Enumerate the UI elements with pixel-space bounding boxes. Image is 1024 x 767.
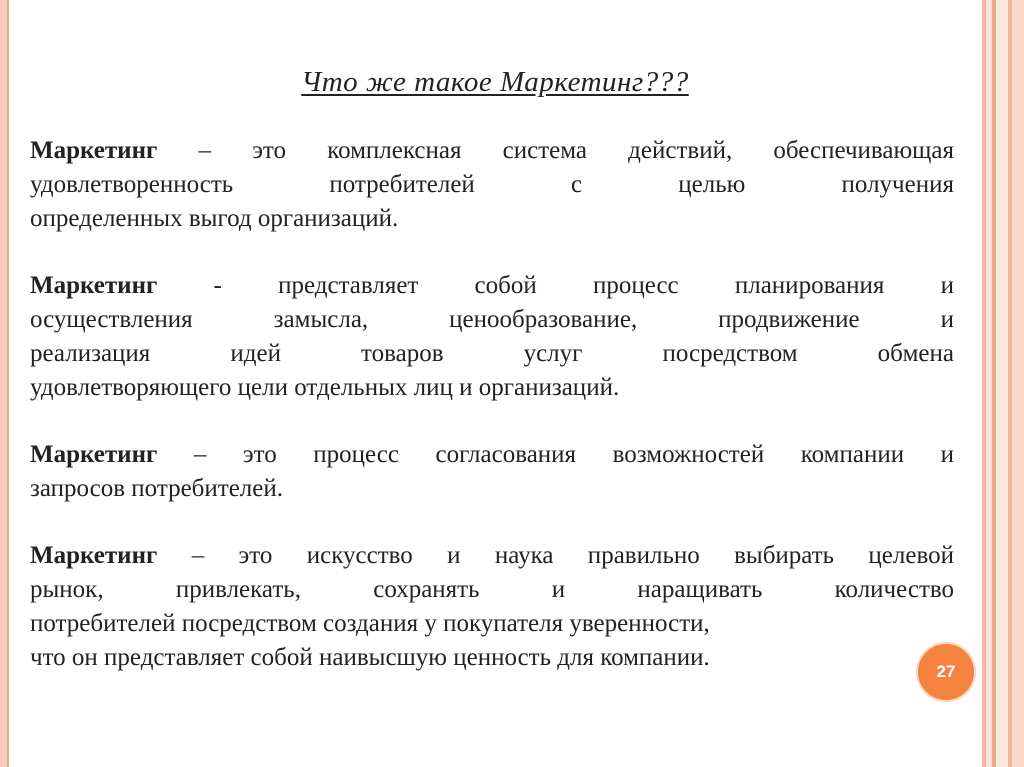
definition-term: Маркетинг <box>30 542 158 569</box>
definition-term: Маркетинг <box>30 137 158 164</box>
definition-line: удовлетворяющего цели отдельных лиц и организаций. <box>30 374 620 401</box>
left-decorative-line <box>7 0 9 767</box>
definition-line <box>30 134 954 168</box>
right-decorative-border <box>982 0 1024 767</box>
definition-line: определенных выгод организаций. <box>30 205 399 232</box>
definition-paragraph-3 <box>30 438 954 506</box>
definition-paragraph-1 <box>30 134 954 236</box>
definition-line: рынок, привлекать, сохранять и наращивать количество <box>30 576 954 603</box>
slide-content <box>30 134 954 708</box>
definition-text: – это искусство и наука правильно выбирать целевой <box>157 542 954 569</box>
definition-term: Маркетинг <box>30 441 158 468</box>
definition-text: – это комплексная система действий, обеспечивающая <box>157 137 954 164</box>
definition-line: удовлетворенность потребителей с целью получения <box>30 171 954 198</box>
definition-text: - представляет собой процесс планирования и <box>157 272 954 299</box>
definition-line: запросов потребителей. <box>30 475 283 502</box>
definition-line <box>30 539 954 573</box>
definition-text: – это процесс согласования возможностей компании и <box>157 441 954 468</box>
definition-line: реализация идей товаров услуг посредством обмена <box>30 340 954 367</box>
definition-paragraph-4 <box>30 539 954 675</box>
definition-term: Маркетинг <box>30 272 158 299</box>
definition-line: потребителей посредством создания у покупателя уверенности, <box>30 610 710 637</box>
definition-line: что он представляет собой наивысшую ценность для компании. <box>30 644 710 671</box>
definition-paragraph-2 <box>30 269 954 405</box>
slide-title: Что же такое Маркетинг??? <box>301 66 689 98</box>
page-number-badge: 27 <box>916 642 976 702</box>
definition-line <box>30 269 954 303</box>
left-decorative-stripe <box>0 0 7 767</box>
definition-line: осуществления замысла, ценообразование, продвижение и <box>30 306 954 333</box>
definition-line <box>30 438 954 472</box>
